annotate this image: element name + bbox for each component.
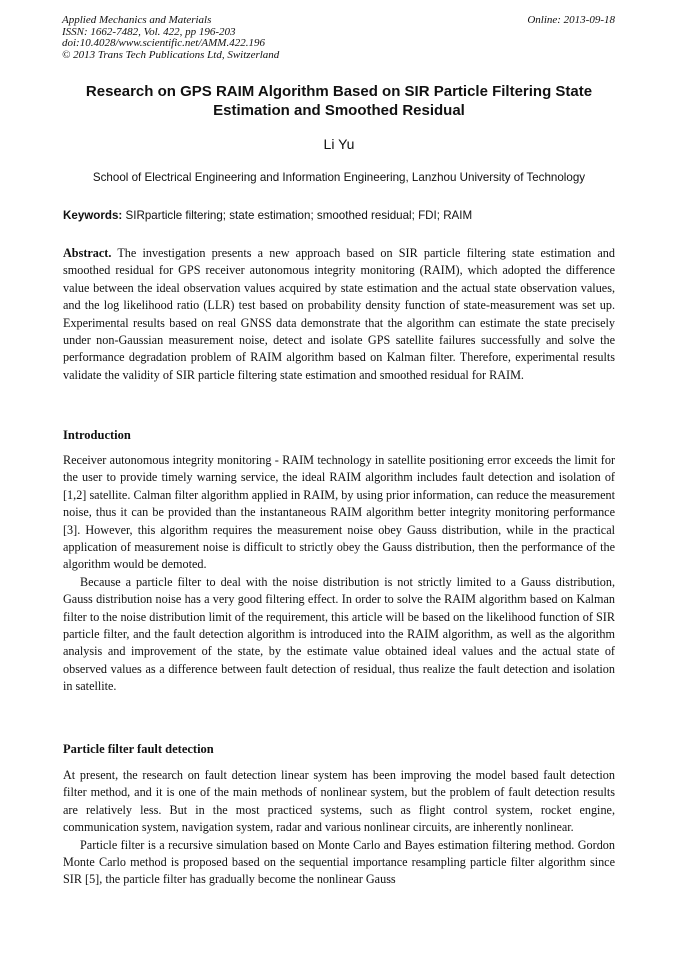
abstract-text: The investigation presents a new approach based on SIR particle filtering state estimation and smoothed residual for GPS receiver autonomous integrity monitoring (RAIM), which adopted the difference value between the ideal observation values acquired by state estimation and the actual state observation values, and the log likelihood ratio (LLR) test based on probability density function of state-measurement was set up. Experimental results based on real GNSS data demonstrate that the algorithm can estimate the state precisely under non-Gaussian measurement noise, detect and isolate GPS satellite failures successfully and solve the performance degradation problem of RAIM algorithm based on Kalman filter. Therefore, experimental results validate the validity of SIR particle filtering state estimation and smoothed residual for RAIM. bbox=[63, 246, 615, 382]
particle-filter-paragraph-2: Particle filter is a recursive simulation based on Monte Carlo and Bayes estimation filtering method. Gordon Monte Carlo method is proposed based on the sequential importance resampling particle filter algorithm since SIR [5], the particle filter has gradually become the nonlinear Gauss bbox=[63, 837, 615, 887]
journal-header bbox=[62, 15, 279, 61]
abstract bbox=[63, 245, 615, 384]
introduction-paragraph-1: Receiver autonomous integrity monitoring - RAIM technology in satellite positioning error exceeds the limit for the user to provide timely warning service, the ideal RAIM algorithm includes fault detection and isolation of [1,2] satellite. Calman filter algorithm applied in RAIM, by using prior information, can reduce the measurement noise, thus it can be provided than the instantaneous RAIM algorithm better integrity monitoring performance [3]. However, this algorithm requires the measurement noise obey Gauss distribution, while in the practical application of measurement noise is difficult to strictly obey the Gauss distribution, then the performance of the algorithm would be demoted. bbox=[63, 453, 615, 572]
keywords-text: SIRparticle filtering; state estimation; smoothed residual; FDI; RAIM bbox=[125, 209, 473, 222]
journal-name: Applied Mechanics and Materials bbox=[62, 14, 212, 26]
abstract-label: Abstract. bbox=[63, 246, 112, 260]
particle-filter-body bbox=[63, 767, 615, 889]
introduction-paragraph-2: Because a particle filter to deal with the noise distribution is not strictly limited to a Gauss distribution, Gauss distribution noise has a very good filtering effect. In order to solve the RAIM algorithm based on Kalman filter to the noise distribution limit of the requirement, this article will be based on the likelihood function of SIR particle filter, and the fault detection algorithm is introduced into the RAIM algorithm, as well as the algorithm analysis and improvement of the state, by the estimate value obtained ideal values and the actual state of observed values as a difference between fault detection of residual, thus realize the fault detection and isolation in satellite. bbox=[63, 574, 615, 694]
doi-line: doi:10.4028/www.scientific.net/AMM.422.196 bbox=[62, 37, 265, 49]
issn-line: ISSN: 1662-7482, Vol. 422, pp 196-203 bbox=[62, 25, 236, 38]
introduction-body bbox=[63, 452, 615, 696]
keywords bbox=[63, 209, 623, 222]
paper-title: Research on GPS RAIM Algorithm Based on SIR Particle Filtering State Estimation and Smoothed Residual bbox=[85, 83, 593, 119]
introduction-heading: Introduction bbox=[63, 428, 131, 442]
particle-filter-paragraph-1: At present, the research on fault detection linear system has been improving the model based fault detection filter method, and it is one of the main methods of nonlinear system, but the problem of fault detection results are relatively less. But in the most practiced systems, such as flight control system, rocket engine, communication system, navigation system, radar and various nonlinear circuits, are inherently nonlinear. bbox=[63, 768, 615, 835]
online-date: Online: 2013-09-18 bbox=[527, 14, 615, 26]
affiliation: School of Electrical Engineering and Information Engineering, Lanzhou University of Technology bbox=[92, 171, 586, 184]
copyright-line: © 2013 Trans Tech Publications Ltd, Switzerland bbox=[62, 48, 280, 61]
author-name: Li Yu bbox=[323, 136, 355, 152]
particle-filter-heading: Particle filter fault detection bbox=[63, 742, 214, 756]
keywords-label: Keywords: bbox=[63, 209, 123, 222]
